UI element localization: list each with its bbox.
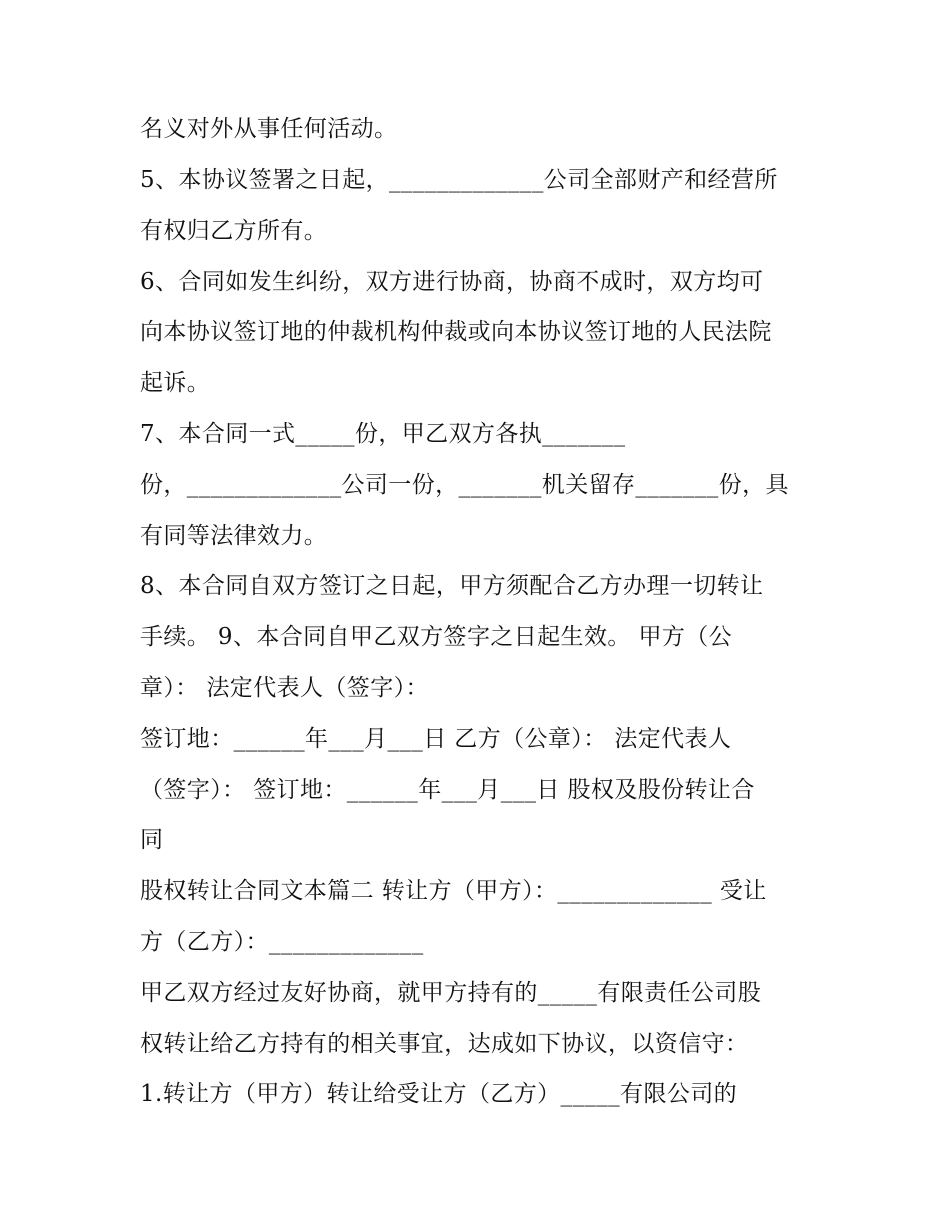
text-line: 签订地：______年___月___日 乙方（公章）： 法定代表人 [140, 726, 732, 752]
text-line: 有同等法律效力。 [140, 523, 328, 549]
text-line: 方（乙方）：_____________ [140, 929, 424, 955]
text-line: 股权转让合同文本篇二 转让方（甲方）：_____________ 受让 [140, 878, 767, 904]
text-line: （签字）： 签订地：______年___月___日 股权及股份转让合 [140, 777, 755, 803]
text-line: 同 [140, 827, 164, 853]
text-line: 份，_____________公司一份，_______机关留存_______份，具 [140, 472, 789, 498]
text-line: 有权归乙方所有。 [140, 218, 328, 244]
text-line: 起诉。 [140, 370, 211, 396]
text-line: 甲乙双方经过友好协商，就甲方持有的_____有限责任公司股 [140, 980, 762, 1006]
text-line: 8、本合同自双方签订之日起，甲方须配合乙方办理一切转让 [140, 573, 764, 599]
text-line: 7、本合同一式_____份，甲乙双方各执_______ [140, 421, 626, 447]
text-line: 向本协议签订地的仲裁机构仲裁或向本协议签订地的人民法院 [140, 319, 772, 345]
text-line: 1.转让方（甲方）转让给受让方（乙方）_____有限公司的 [140, 1081, 738, 1107]
text-line: 5、本协议签署之日起，_____________公司全部财产和经营所 [140, 167, 778, 193]
text-line: 手续。 9、本合同自甲乙双方签字之日起生效。 甲方（公 [140, 624, 733, 650]
text-line: 权转让给乙方持有的相关事宜，达成如下协议，以资信守： [140, 1031, 749, 1057]
text-line: 名义对外从事任何活动。 [140, 116, 398, 142]
text-line: 章）： 法定代表人（签字）： [140, 675, 429, 701]
text-line: 6、合同如发生纠纷，双方进行协商，协商不成时，双方均可 [140, 269, 764, 295]
